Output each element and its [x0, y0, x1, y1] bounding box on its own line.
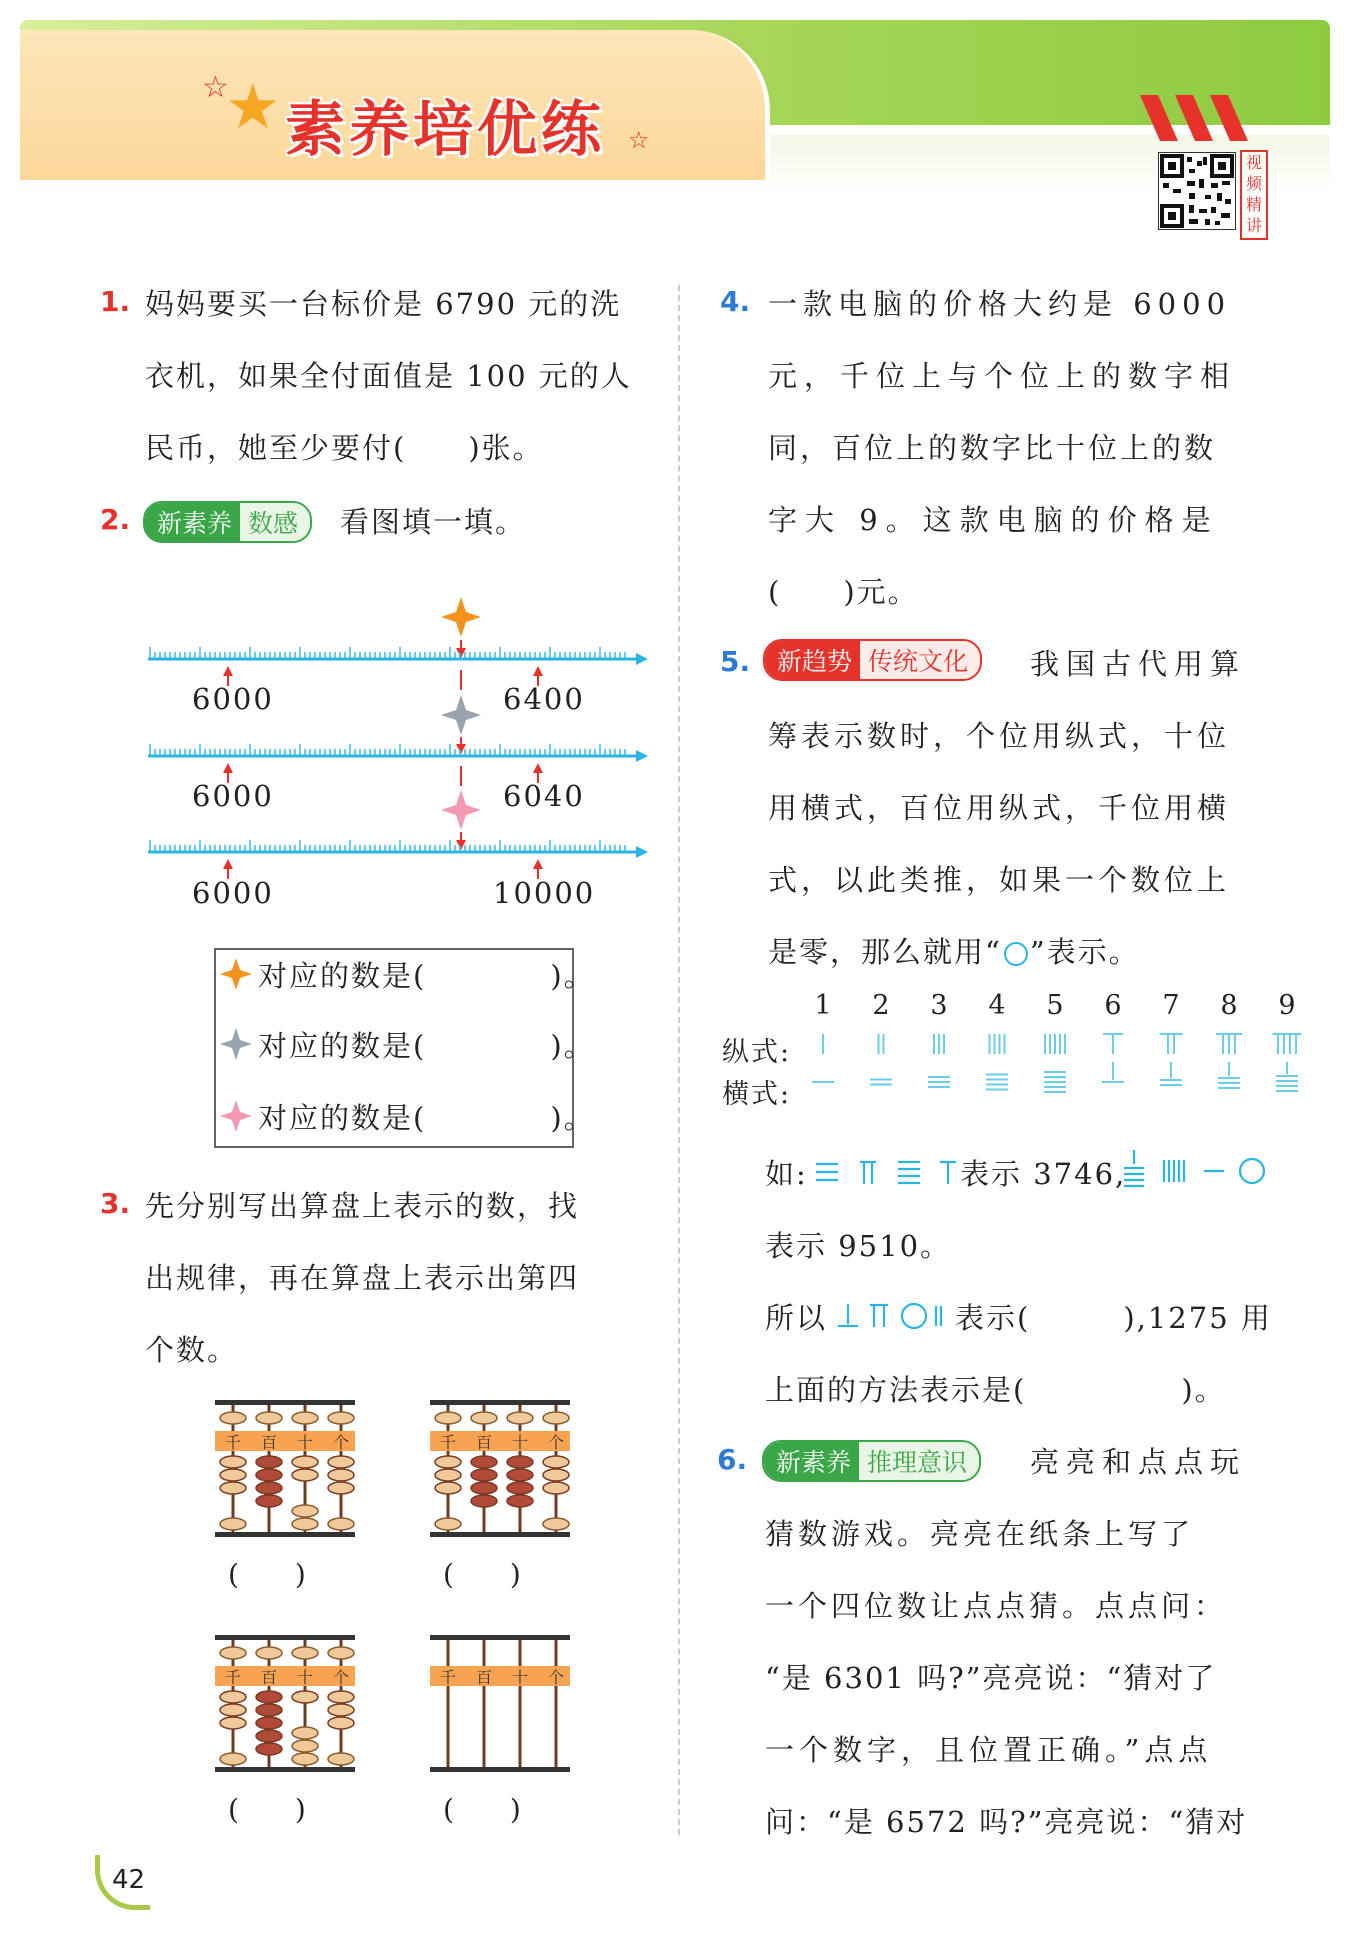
- q4-line: ( )元。: [768, 575, 919, 609]
- abacus-column-label: 千: [224, 1668, 242, 1687]
- digit-header: 5: [1046, 990, 1064, 1021]
- q1-line: 民币，她至少要付( )张。: [145, 431, 544, 465]
- vertical-rod-4: [990, 1034, 1005, 1054]
- question-5-number: 5.: [720, 645, 751, 678]
- vertical-rod-2: [879, 1034, 884, 1054]
- number-lines: [0, 580, 678, 900]
- question-4-number: 4.: [720, 285, 751, 318]
- vertical-rod-8: [1216, 1034, 1242, 1054]
- example-end: 表示 9510。: [765, 1229, 952, 1263]
- badge-main: 新素养: [145, 503, 240, 541]
- horizontal-rod-6: [1102, 1062, 1124, 1082]
- qr-code-icon[interactable]: [1158, 152, 1236, 230]
- so-pre: 所以: [765, 1301, 828, 1335]
- counting-rods-table: [718, 990, 1318, 1120]
- question-1-number: 1.: [100, 285, 131, 318]
- q6-line: “是 6301 吗?”亮亮说：“猜对了: [765, 1661, 1217, 1695]
- q5-line: 我国古代用算: [1030, 647, 1247, 681]
- badge-sub: 数感: [240, 503, 310, 541]
- answer-orange[interactable]: 对应的数是( )。: [258, 959, 595, 993]
- horizontal-rod-9: [1276, 1062, 1298, 1091]
- badge-sub: 推理意识: [859, 1442, 979, 1480]
- abacus-column-label: 个: [547, 1668, 565, 1687]
- small-star-icon: ☆: [202, 70, 229, 105]
- gray-star-icon: [441, 695, 481, 735]
- q5-zero-pre: 是零，那么就用“: [768, 935, 1002, 969]
- q6-line: 一个四位数让点点猜。点点问：: [765, 1589, 1228, 1623]
- abacus-column-label: 十: [511, 1433, 529, 1452]
- answer-gray[interactable]: 对应的数是( )。: [258, 1029, 595, 1063]
- q6-line: 一个数字，且位置正确。”点点: [765, 1733, 1213, 1767]
- digit-header: 9: [1278, 990, 1296, 1021]
- horizontal-rod-7: [1160, 1062, 1182, 1085]
- pink-star-icon: [441, 790, 481, 830]
- nl1-right-label: 6400: [503, 682, 585, 716]
- answer-pink[interactable]: 对应的数是( )。: [258, 1101, 595, 1135]
- number-line-3: [148, 840, 648, 879]
- star-icon: ★: [225, 70, 281, 143]
- digit-header: 3: [930, 990, 948, 1021]
- horizontal-rod-5: [1044, 1072, 1066, 1092]
- q6-line: 问：“是 6572 吗?”亮亮说：“猜对: [765, 1805, 1248, 1839]
- new-literacy-badge: [762, 1440, 981, 1482]
- column-divider: [678, 285, 680, 1835]
- badge-main: 新素养: [764, 1442, 859, 1480]
- gray-star-icon: [220, 1028, 252, 1060]
- vertical-rod-9: [1273, 1034, 1302, 1054]
- q5-zero-line: [768, 930, 1140, 971]
- new-literacy-badge: [143, 501, 312, 543]
- abacus-1[interactable]: [215, 1400, 355, 1537]
- nl3-left-label: 6000: [192, 876, 274, 910]
- example-pre: 如:: [765, 1157, 808, 1191]
- q1-line: 衣机，如果全付面值是 100 元的人: [145, 359, 632, 393]
- q6-line: 猜数游戏。亮亮在纸条上写了: [765, 1517, 1195, 1551]
- horizontal-rod-4: [986, 1075, 1008, 1090]
- nl2-left-label: 6000: [192, 779, 274, 813]
- q5-zero-post: ”表示。: [1029, 935, 1140, 969]
- horizontal-rod-3: [928, 1077, 950, 1087]
- number-line-1: [148, 647, 648, 686]
- question-2-number: 2.: [100, 503, 131, 536]
- nl3-right-label: 10000: [493, 876, 596, 910]
- abacus-group: [0, 1390, 678, 1830]
- stripes-decoration: [1140, 95, 1260, 141]
- abacus-2[interactable]: [430, 1400, 570, 1537]
- digit-header: 4: [988, 990, 1006, 1021]
- abacus-column-label: 个: [332, 1433, 350, 1452]
- q5-line: 用横式，百位用纵式，千位用横: [768, 791, 1231, 825]
- abacus-column-label: 十: [511, 1668, 529, 1687]
- q1-line: 妈妈要买一台标价是 6790 元的洗: [145, 287, 622, 321]
- q5-line: 式，以此类推，如果一个数位上: [768, 863, 1231, 897]
- q3-line: 个数。: [145, 1333, 239, 1367]
- abacus-column-label: 百: [475, 1433, 493, 1452]
- orange-star-icon: [441, 597, 481, 637]
- digit-header: 8: [1220, 990, 1238, 1021]
- q2-prompt: 看图填一填。: [340, 505, 527, 539]
- abacus-column-label: 个: [547, 1433, 565, 1452]
- number-line-2: [148, 744, 648, 783]
- example-mid: 表示 3746,: [960, 1157, 1127, 1191]
- horizontal-rod-2: [870, 1080, 892, 1085]
- badge-sub: 传统文化: [860, 641, 980, 679]
- q5-last-line[interactable]: 上面的方法表示是( )。: [765, 1373, 1226, 1407]
- abacus-3[interactable]: [215, 1635, 355, 1772]
- q5-line: 筹表示数时，个位用纵式，十位: [768, 719, 1231, 753]
- answer-star-icons: [218, 956, 258, 1136]
- abacus-column-label: 百: [475, 1668, 493, 1687]
- new-trend-badge: [763, 639, 982, 681]
- digit-header: 2: [872, 990, 890, 1021]
- q6-line: 亮亮和点点玩: [1030, 1445, 1247, 1479]
- abacus-column-label: 千: [224, 1433, 242, 1452]
- nl2-right-label: 6040: [503, 779, 585, 813]
- abacus-2-answer[interactable]: ( ): [443, 1558, 521, 1591]
- abacus-3-answer[interactable]: ( ): [228, 1793, 306, 1826]
- qr-label: 视频精讲: [1240, 150, 1268, 240]
- pink-star-icon: [220, 1100, 252, 1132]
- abacus-4-answer[interactable]: ( ): [443, 1793, 521, 1826]
- nl1-left-label: 6000: [192, 682, 274, 716]
- abacus-column-label: 千: [439, 1668, 457, 1687]
- rods-3746-icon: [812, 1152, 962, 1192]
- vertical-rod-6: [1103, 1034, 1123, 1054]
- q4-line: 一款电脑的价格大约是 6000: [768, 287, 1232, 321]
- digit-header: 7: [1162, 990, 1180, 1021]
- question-3-number: 3.: [100, 1187, 131, 1220]
- abacus-1-answer[interactable]: ( ): [228, 1558, 306, 1591]
- question-6-number: 6.: [717, 1443, 748, 1476]
- rods-9510-icon: [1120, 1146, 1270, 1196]
- q3-line: 出规律，再在算盘上表示出第四: [145, 1261, 580, 1295]
- so-post[interactable]: 表示( ),1275 用: [955, 1301, 1272, 1335]
- page-number: 42: [112, 1865, 146, 1895]
- vertical-label: 纵式:: [722, 1037, 792, 1068]
- q3-line: 先分别写出算盘上表示的数，找: [145, 1189, 580, 1223]
- abacus-column-label: 十: [296, 1668, 314, 1687]
- badge-main: 新趋势: [765, 641, 860, 679]
- abacus-column-label: 个: [332, 1668, 350, 1687]
- digit-header: 1: [814, 990, 832, 1021]
- abacus-column-label: 百: [260, 1668, 278, 1687]
- horizontal-rod-8: [1218, 1062, 1240, 1088]
- vertical-rod-3: [934, 1034, 944, 1054]
- q4-line: 元，千位上与个位上的数字相: [768, 359, 1237, 393]
- small-star-icon: ☆: [628, 126, 650, 154]
- rods-question-icon: [836, 1296, 956, 1336]
- digit-header: 6: [1104, 990, 1122, 1021]
- q4-line: 同，百位上的数字比十位上的数: [768, 431, 1217, 465]
- vertical-rod-5: [1045, 1034, 1065, 1054]
- horizontal-label: 横式:: [722, 1079, 792, 1110]
- abacus-column-label: 千: [439, 1433, 457, 1452]
- orange-star-icon: [220, 958, 252, 990]
- zero-circle-icon: [1004, 942, 1028, 966]
- abacus-column-label: 十: [296, 1433, 314, 1452]
- abacus-4[interactable]: [430, 1635, 570, 1772]
- section-title: 素养培优练: [285, 95, 605, 165]
- abacus-column-label: 百: [260, 1433, 278, 1452]
- vertical-rod-7: [1160, 1034, 1183, 1054]
- q4-line: 字大 9。这款电脑的价格是: [768, 503, 1219, 537]
